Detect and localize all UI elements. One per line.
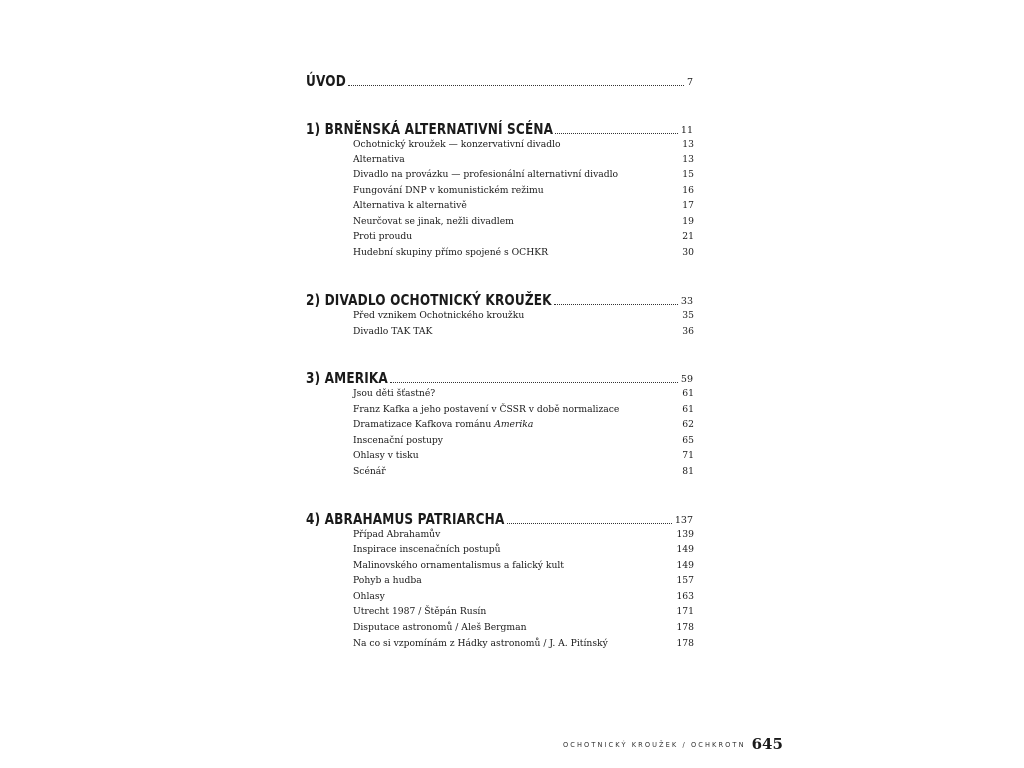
toc-entry-title: Divadlo na provázku — profesionální alternativní divadlo [353,169,619,180]
toc-entry[interactable] [353,590,694,604]
toc-entry[interactable] [353,309,694,323]
toc-entry-page: 71 [682,450,694,461]
toc-entry-title-text: Dramatizace Kafkova románu [353,419,495,430]
toc-entry-title: Ohlasy v tisku [353,450,419,461]
toc-entry-page: 61 [682,404,694,415]
toc-heading-title: 1) BRNĚNSKÁ ALTERNATIVNÍ SCÉNA [306,120,554,138]
toc-entry-page: 149 [676,544,694,555]
toc-entry-title: Alternativa k alternativě [353,200,467,211]
toc-entry[interactable] [353,184,694,198]
toc-entry-title: Franz Kafka a jeho postavení v ČSSR v době normalizace [353,404,620,415]
toc-entry-title: Disputace astronomů / Aleš Bergman [353,622,527,633]
toc-heading-page: 11 [680,125,693,136]
toc-entry-title: Ochotnický kroužek — konzervativní divadlo [353,139,561,150]
toc-entry[interactable] [353,325,694,339]
toc-entry[interactable] [353,138,694,152]
toc-entry-title: Před vznikem Ochotnického kroužku [353,310,525,321]
toc-entry-title: Na co si vzpomínám z Hádky astronomů / J. A. Pitínský [353,638,608,649]
toc-entry-page: 30 [682,247,694,258]
toc-entry-title: Inspirace inscenačních postupů [353,544,501,555]
toc-heading-title: 4) ABRAHAMUS PATRIARCHA [306,510,505,528]
running-title: OCHOTNICKÝ KROUŽEK / OCHKROTN [563,741,746,749]
toc-entry-page: 81 [682,466,694,477]
toc-heading-section-2[interactable] [306,287,693,309]
toc-heading-section-1[interactable] [306,116,693,138]
toc-entry-page: 21 [682,231,694,242]
toc-heading-page: 137 [674,515,693,526]
toc-entry[interactable] [353,465,694,479]
toc-heading-title: 3) AMERIKA [306,369,388,387]
toc-entry-page: 139 [676,529,694,540]
toc-entry[interactable] [353,449,694,463]
toc-entry-title: Utrecht 1987 / Štěpán Rusín [353,606,487,617]
toc-entry[interactable] [353,528,694,542]
toc-entry[interactable] [353,246,694,260]
toc-entry[interactable] [353,199,694,213]
toc-entry[interactable] [353,621,694,635]
toc-entry-title: Malinovského ornamentalismus a falický kult [353,560,564,571]
toc-entry[interactable] [353,230,694,244]
toc-entry-title: Ohlasy [353,591,385,602]
toc-entry-page: 13 [682,154,694,165]
toc-entry-page: 178 [676,622,694,633]
toc-entry[interactable] [353,418,694,432]
toc-heading-title: 2) DIVADLO OCHOTNICKÝ KROUŽEK [306,291,552,309]
dot-leader [390,381,678,383]
toc-entry-page: 13 [682,139,694,150]
toc-entry[interactable] [353,637,694,651]
toc-entry[interactable] [353,168,694,182]
toc-entry[interactable] [353,574,694,588]
dot-leader [507,522,672,524]
toc-heading-page: 7 [686,77,693,88]
toc-entry[interactable] [353,387,694,401]
toc-entry-title [353,418,533,432]
toc-heading-title: ÚVOD [306,72,346,90]
toc-entry-title: Proti proudu [353,231,413,242]
page-number: 645 [751,735,783,753]
toc-entry-page: 62 [682,419,694,430]
toc-heading-page: 59 [680,374,693,385]
toc-entry-page: 16 [682,185,694,196]
toc-entry-title: Fungování DNP v komunistickém režimu [353,185,544,196]
toc-entry[interactable] [353,605,694,619]
toc-entry-page: 178 [676,638,694,649]
dot-leader [348,84,684,86]
toc-heading-section-3[interactable] [306,365,693,387]
toc-heading-uvod[interactable] [306,68,693,90]
page-footer [563,733,783,753]
toc-heading-section-4[interactable] [306,506,693,528]
toc-entry-title: Případ Abrahamův [353,529,441,540]
toc-entry-title: Divadlo TAK TAK [353,326,433,337]
toc-entry-page: 36 [682,326,694,337]
toc-entry-title: Inscenační postupy [353,435,443,446]
toc-entry-page: 157 [676,575,694,586]
toc-entry[interactable] [353,153,694,167]
toc-entry-title: Alternativa [353,154,405,165]
toc-entry-page: 171 [676,606,694,617]
toc-entry[interactable] [353,543,694,557]
toc-entry-page: 65 [682,435,694,446]
toc-entry-title: Jsou děti šťastné? [353,388,436,399]
dot-leader [554,303,678,305]
toc-entry[interactable] [353,215,694,229]
toc-entry-page: 15 [682,169,694,180]
toc-entry-page: 149 [676,560,694,571]
toc-entry-page: 163 [676,591,694,602]
toc-entry-page: 17 [682,200,694,211]
toc-heading-page: 33 [680,296,693,307]
toc-entry-title: Pohyb a hudba [353,575,422,586]
toc-entry-page: 61 [682,388,694,399]
toc-entry[interactable] [353,434,694,448]
toc-entry-title: Scénář [353,466,386,477]
toc-entry-title: Hudební skupiny přímo spojené s OCHKR [353,247,549,258]
toc-entry-page: 35 [682,310,694,321]
dot-leader [555,132,678,134]
toc-entry-title-italic: Amerika [494,419,534,430]
toc-entry[interactable] [353,559,694,573]
toc-entry-title: Neurčovat se jinak, nežli divadlem [353,216,514,227]
toc-entry-page: 19 [682,216,694,227]
toc-entry[interactable] [353,403,694,417]
